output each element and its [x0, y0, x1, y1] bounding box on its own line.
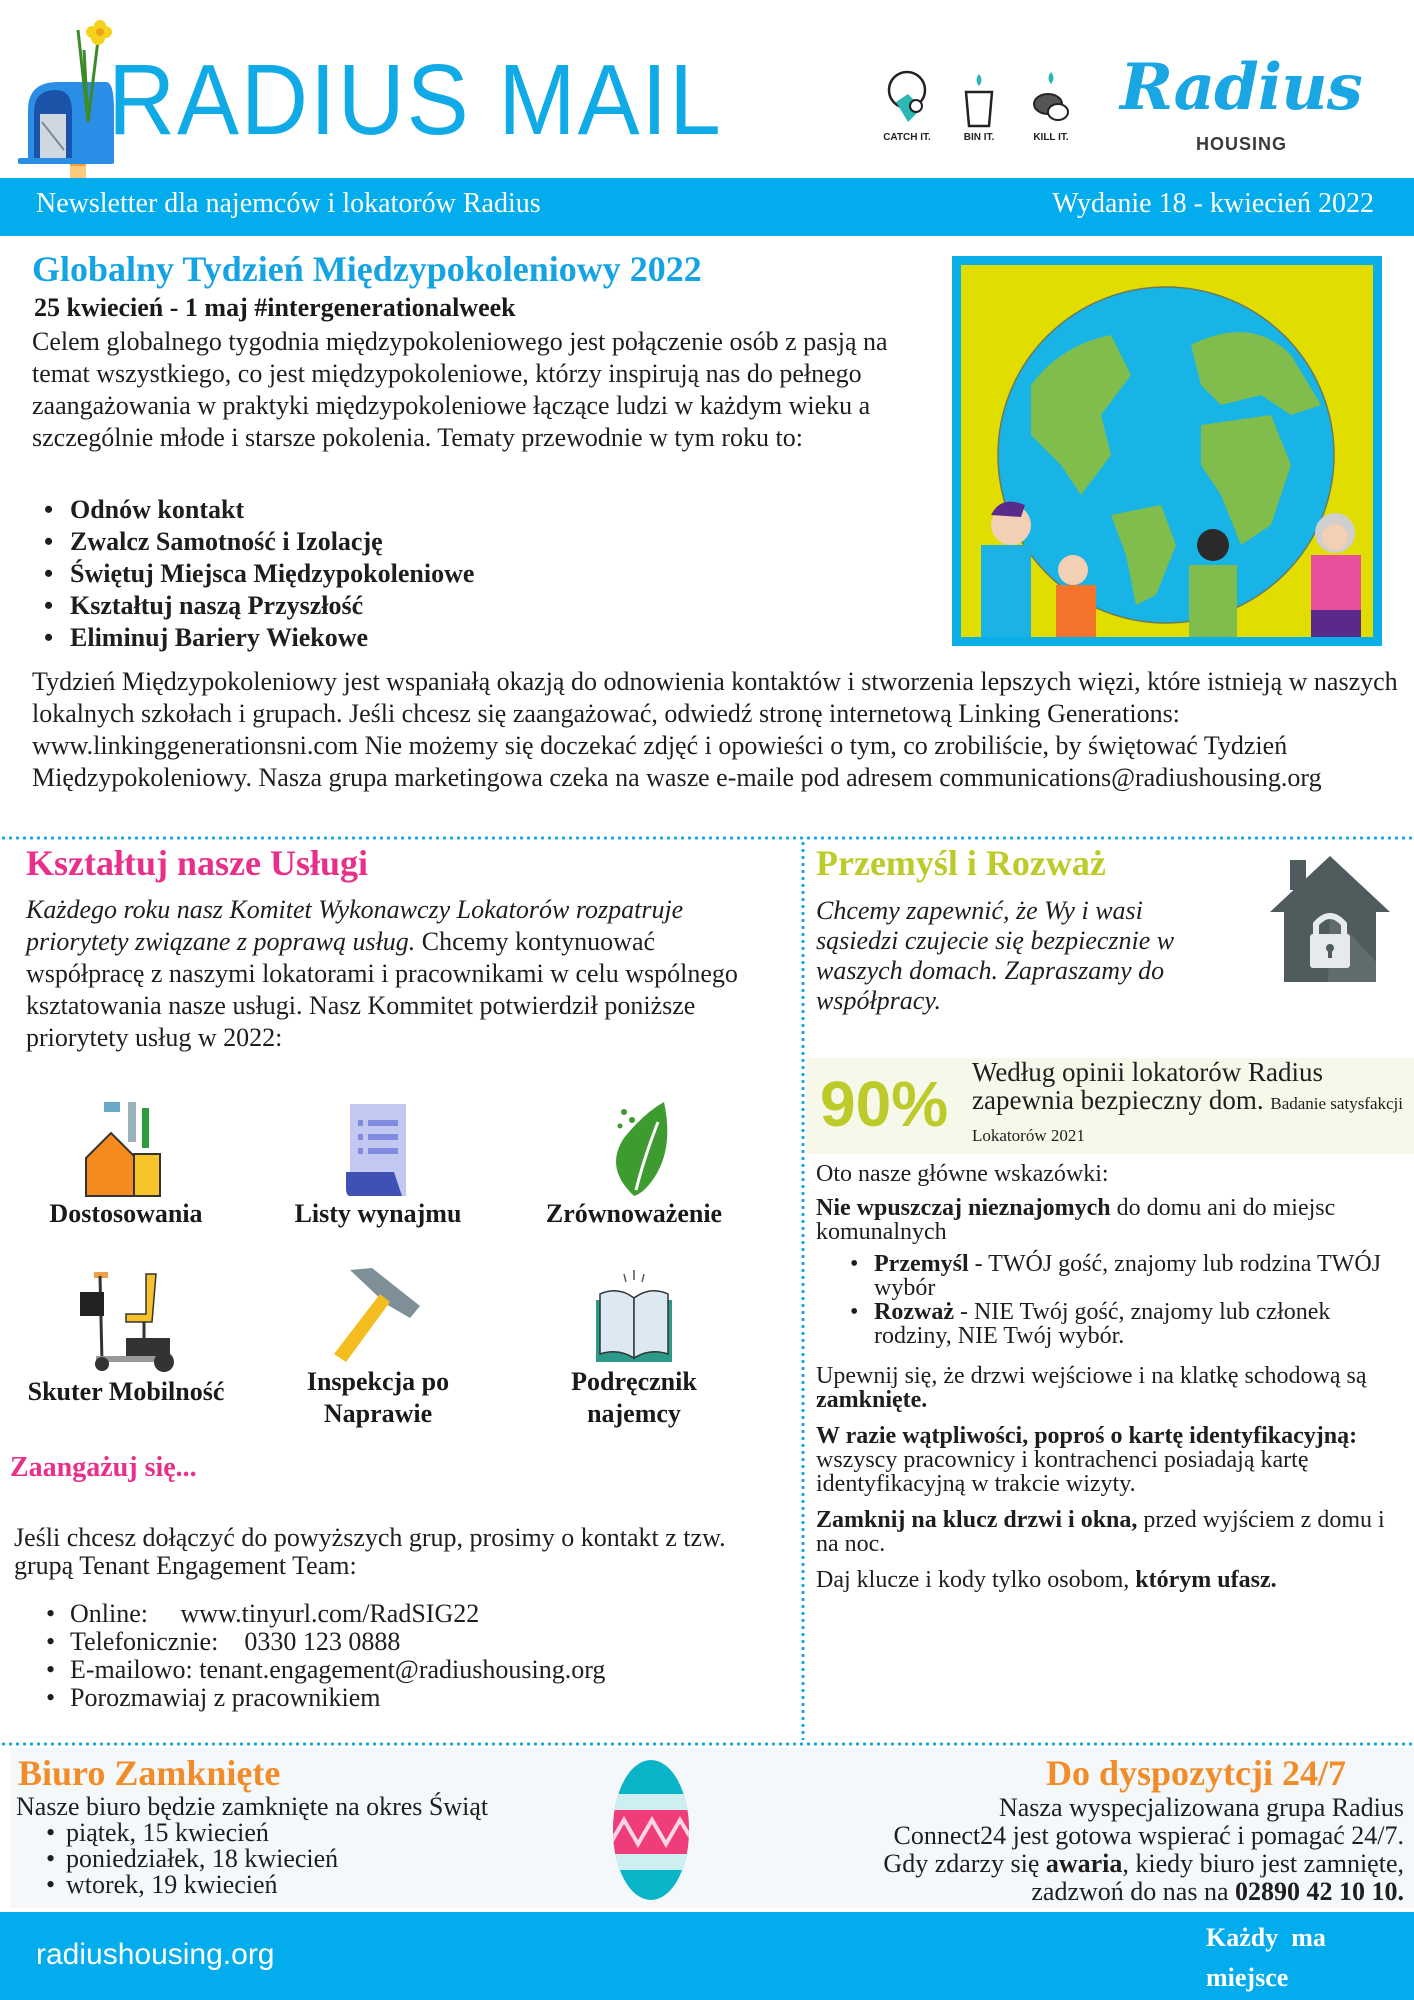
guide-keys-bold: którym ufasz.	[1135, 1567, 1277, 1593]
guide-doors-bold: zamknięte.	[816, 1387, 928, 1413]
intergen-body: Celem globalnego tygodnia międzypokoleniowego jest połączenie osób z pasją na temat wszystkiego, co jest międzypokoleniowe, którzy inspirują nas do pełnego zaangażowania w praktyki międzypokoleniowe łączące ludzi w każdym wieku a szczególnie młode i starsze pokolenia. Tematy przewodnie w tym roku to:	[32, 327, 888, 452]
service-item	[258, 1098, 498, 1230]
theme-item: • Zwalcz Samotność i Izolację	[44, 526, 474, 558]
service-item	[258, 1266, 498, 1430]
kill-it-item	[1016, 64, 1086, 143]
support-line-3b: , kiedy biuro jest zamnięte,	[1122, 1849, 1404, 1878]
guide-bullet-consider	[850, 1300, 1406, 1348]
bin-it-label: BIN IT.	[963, 132, 995, 143]
intergen-paragraph: Tydzień Międzypokoleniowy jest wspaniałą okazją do odnowienia kontaktów i stworzenia lepszych więzi, które istnieją w naszych lokalnych szkołach i grupach. Jeśli chcesz się zaangażować, odwiedź stronę internetową Linking Generations: www.linkinggenerationsni.com Nie możemy się doczekać zdjęć i opowieści o tym, co zrobiliście, by świętować Tydzień Międzypokoleniowy. Nasza grupa marketingowa czeka na wasze e-maile pod adresem communications@radiushousing.org	[32, 667, 1398, 792]
catch-it-label: CATCH IT.	[883, 132, 931, 143]
engage-contacts	[46, 1600, 605, 1712]
contact-staff-text: Porozmawiaj z pracownikiem	[70, 1683, 381, 1712]
guide-keys	[816, 1568, 1406, 1592]
support-emergency-bold: awaria	[1045, 1849, 1123, 1878]
theme-item: • Świętuj Miejsca Międzypokoleniowe	[44, 558, 474, 590]
contact-phone[interactable]	[46, 1628, 605, 1656]
brand-subtitle: HOUSING	[1196, 134, 1288, 154]
office-closed-body: Nasze biuro będzie zamknięte na okres Świąt	[16, 1792, 489, 1821]
closed-day: • wtorek, 19 kwiecień	[46, 1872, 338, 1898]
catch-it-item	[872, 64, 942, 143]
bin-it-item	[944, 64, 1014, 143]
catch-bin-kill-graphic	[872, 64, 1112, 164]
banner-tagline: Newsletter dla najemców i lokatorów Radius	[36, 188, 541, 219]
newsletter-title: RADIUS MAIL	[108, 44, 723, 156]
service-item	[514, 1098, 754, 1230]
stat-percentage: 90%	[820, 1068, 949, 1140]
support-line-3	[724, 1850, 1404, 1878]
services-intro	[26, 894, 766, 1054]
safety-heading: Przemyśl i Rozważ	[816, 843, 1106, 883]
contact-online-text[interactable]: Online: www.tinyurl.com/RadSIG22	[70, 1599, 480, 1628]
radius-housing-logo	[1120, 50, 1390, 156]
masthead	[0, 0, 1414, 175]
service-label: Skuter Mobilność	[27, 1377, 225, 1406]
document-list-icon	[328, 1098, 428, 1198]
guide-lock	[816, 1508, 1406, 1556]
support-line-1: Nasza wyspecjalizowana grupa Radius	[998, 1793, 1404, 1822]
guide-lock-rest: przed wyjściem z domu i na noc.	[816, 1507, 1385, 1557]
mobility-scooter-icon	[66, 1266, 186, 1376]
guide-bullet-think	[850, 1252, 1406, 1300]
footer-tagline: Każdy ma miejsce	[1206, 1923, 1333, 1992]
contact-online[interactable]	[46, 1600, 605, 1628]
stat-description	[972, 1058, 1412, 1150]
service-item	[6, 1098, 246, 1230]
contact-email-text[interactable]: E-mailowo: tenant.engagement@radiushousing.org	[70, 1655, 606, 1684]
intergen-dates: 25 kwiecień - 1 maj #intergenerationalweek	[34, 293, 516, 322]
services-heading: Kształtuj nasze Usługi	[26, 843, 368, 883]
intergen-themes	[44, 494, 474, 654]
footer	[0, 1912, 1414, 2000]
safety-stat-box	[806, 1058, 1414, 1154]
issue-number: Wydanie 18 - kwiecień 2022	[1052, 188, 1374, 219]
services-intro-rest: Chcemy kontynuować współpracę z naszymi lokatorami i pracownikami w celu wspólnego ksztatowania nasze usługi. Nasz Kommitet potwierdził poniższe priorytety usług w 2022:	[26, 927, 738, 1052]
globe-icon	[961, 265, 1373, 637]
support-heading: Do dyspozytcji 24/7	[1046, 1753, 1346, 1793]
bottom-divider	[0, 1742, 1414, 1746]
column-divider	[801, 840, 805, 1740]
safety-intro: Chcemy zapewnić, że Wy i wasi sąsiedzi czujecie się bezpiecznie w waszych domach. Zapraszamy do współpracy.	[816, 896, 1175, 1015]
stat-source: Badanie satysfakcji Lokatorów 2021	[972, 1094, 1404, 1145]
safety-guidelines	[816, 1162, 1406, 1604]
guide-bullets	[850, 1252, 1406, 1348]
closed-day: • poniedziałek, 18 kwiecień	[46, 1846, 338, 1872]
office-closed-days	[46, 1820, 338, 1898]
guide-doors-rest: Upewnij się, że drzwi wejściowe i na klatkę schodową są	[816, 1363, 1367, 1389]
guide-id-bold: W razie wątpliwości, poproś o kartę identyfikacyjną:	[816, 1423, 1358, 1449]
bullet-think-bold: Przemyśl	[874, 1251, 969, 1277]
service-label: Podręcznik najemcy	[571, 1367, 697, 1428]
globe-people-illustration	[952, 256, 1382, 646]
open-book-icon	[584, 1266, 684, 1366]
guide-doors	[816, 1364, 1406, 1412]
hammer-icon	[328, 1266, 428, 1366]
office-closed-heading: Biuro Zamknięte	[18, 1753, 281, 1793]
service-label: Dostosowania	[49, 1199, 203, 1228]
service-label: Inspekcja po Naprawie	[306, 1367, 450, 1428]
bullet-think-rest: - TWÓJ gość, znajomy lub rodzina TWÓJ wybór	[874, 1251, 1381, 1301]
theme-item: • Eliminuj Bariery Wiekowe	[44, 622, 474, 654]
bullet-consider-rest: - NIE Twój gość, znajomy lub członek rodziny, NIE Twój wybór.	[874, 1299, 1331, 1349]
guide-strangers-rest: do domu ani do miejsc komunalnych	[816, 1195, 1336, 1245]
leaf-icon	[584, 1098, 684, 1198]
support-body	[724, 1794, 1404, 1906]
bottom-panel	[10, 1748, 1414, 1908]
bullet-consider-bold: Rozważ	[874, 1299, 954, 1325]
theme-item: • Odnów kontakt	[44, 494, 474, 526]
footer-website-link[interactable]: radiushousing.org	[36, 1938, 275, 1971]
stat-text: Według opinii lokatorów Radius zapewnia bezpieczny dom.	[972, 1057, 1324, 1115]
issue-banner	[0, 178, 1414, 236]
guide-id-card	[816, 1424, 1406, 1496]
guide-strangers	[816, 1196, 1406, 1244]
engage-heading: Zaangażuj się...	[10, 1452, 197, 1483]
service-priorities-grid	[0, 1098, 780, 1448]
guide-strangers-bold: Nie wpuszczaj nieznajomych	[816, 1195, 1111, 1221]
toolbox-icon	[76, 1098, 176, 1198]
section-divider	[0, 836, 1414, 840]
handwash-icon	[1026, 64, 1076, 130]
engage-body: Jeśli chcesz dołączyć do powyższych grup, prosimy o kontakt z tzw. grupą Tenant Engagement Team:	[14, 1523, 726, 1580]
support-line-3a: Gdy zdarzy się	[883, 1849, 1046, 1878]
sneeze-tissue-icon	[882, 64, 932, 130]
services-intro-italic: Każdego roku nasz Komitet Wykonawczy Lokatorów rozpatruje priorytety związane z poprawą usług.	[26, 895, 684, 956]
contact-staff	[46, 1684, 605, 1712]
guide-lock-bold: Zamknij na klucz drzwi i okna,	[816, 1507, 1138, 1533]
support-phone[interactable]: 02890 42 10 10.	[1235, 1877, 1404, 1906]
service-item	[6, 1266, 246, 1408]
house-lock-icon	[1268, 852, 1393, 986]
intergen-heading: Globalny Tydzień Międzypokoleniowy 2022	[32, 249, 702, 289]
service-label: Zrównoważenie	[545, 1199, 723, 1228]
bin-icon	[954, 64, 1004, 130]
service-label: Listy wynajmu	[294, 1199, 462, 1228]
easter-egg-icon	[610, 1754, 692, 1902]
contact-email[interactable]	[46, 1656, 605, 1684]
contact-phone-text[interactable]: Telefonicznie: 0330 123 0888	[70, 1627, 401, 1656]
support-line-2: Connect24 jest gotowa wspierać i pomagać 24/7.	[893, 1821, 1404, 1850]
service-item	[514, 1266, 754, 1430]
kill-it-label: KILL IT.	[1033, 132, 1069, 143]
brand-name: Radius	[1120, 50, 1362, 125]
guides-intro: Oto nasze główne wskazówki:	[816, 1161, 1109, 1187]
guide-id-rest: wszyscy pracownicy i kontrachenci posiadają kartę identyfikacyjną w trakcie wizyty.	[816, 1447, 1309, 1497]
support-line-4a: zadzwoń do nas na	[1031, 1877, 1235, 1906]
guide-keys-rest: Daj klucze i kody tylko osobom,	[816, 1567, 1136, 1593]
theme-item: • Kształtuj naszą Przyszłość	[44, 590, 474, 622]
support-line-4	[724, 1878, 1404, 1906]
closed-day: • piątek, 15 kwiecień	[46, 1820, 338, 1846]
